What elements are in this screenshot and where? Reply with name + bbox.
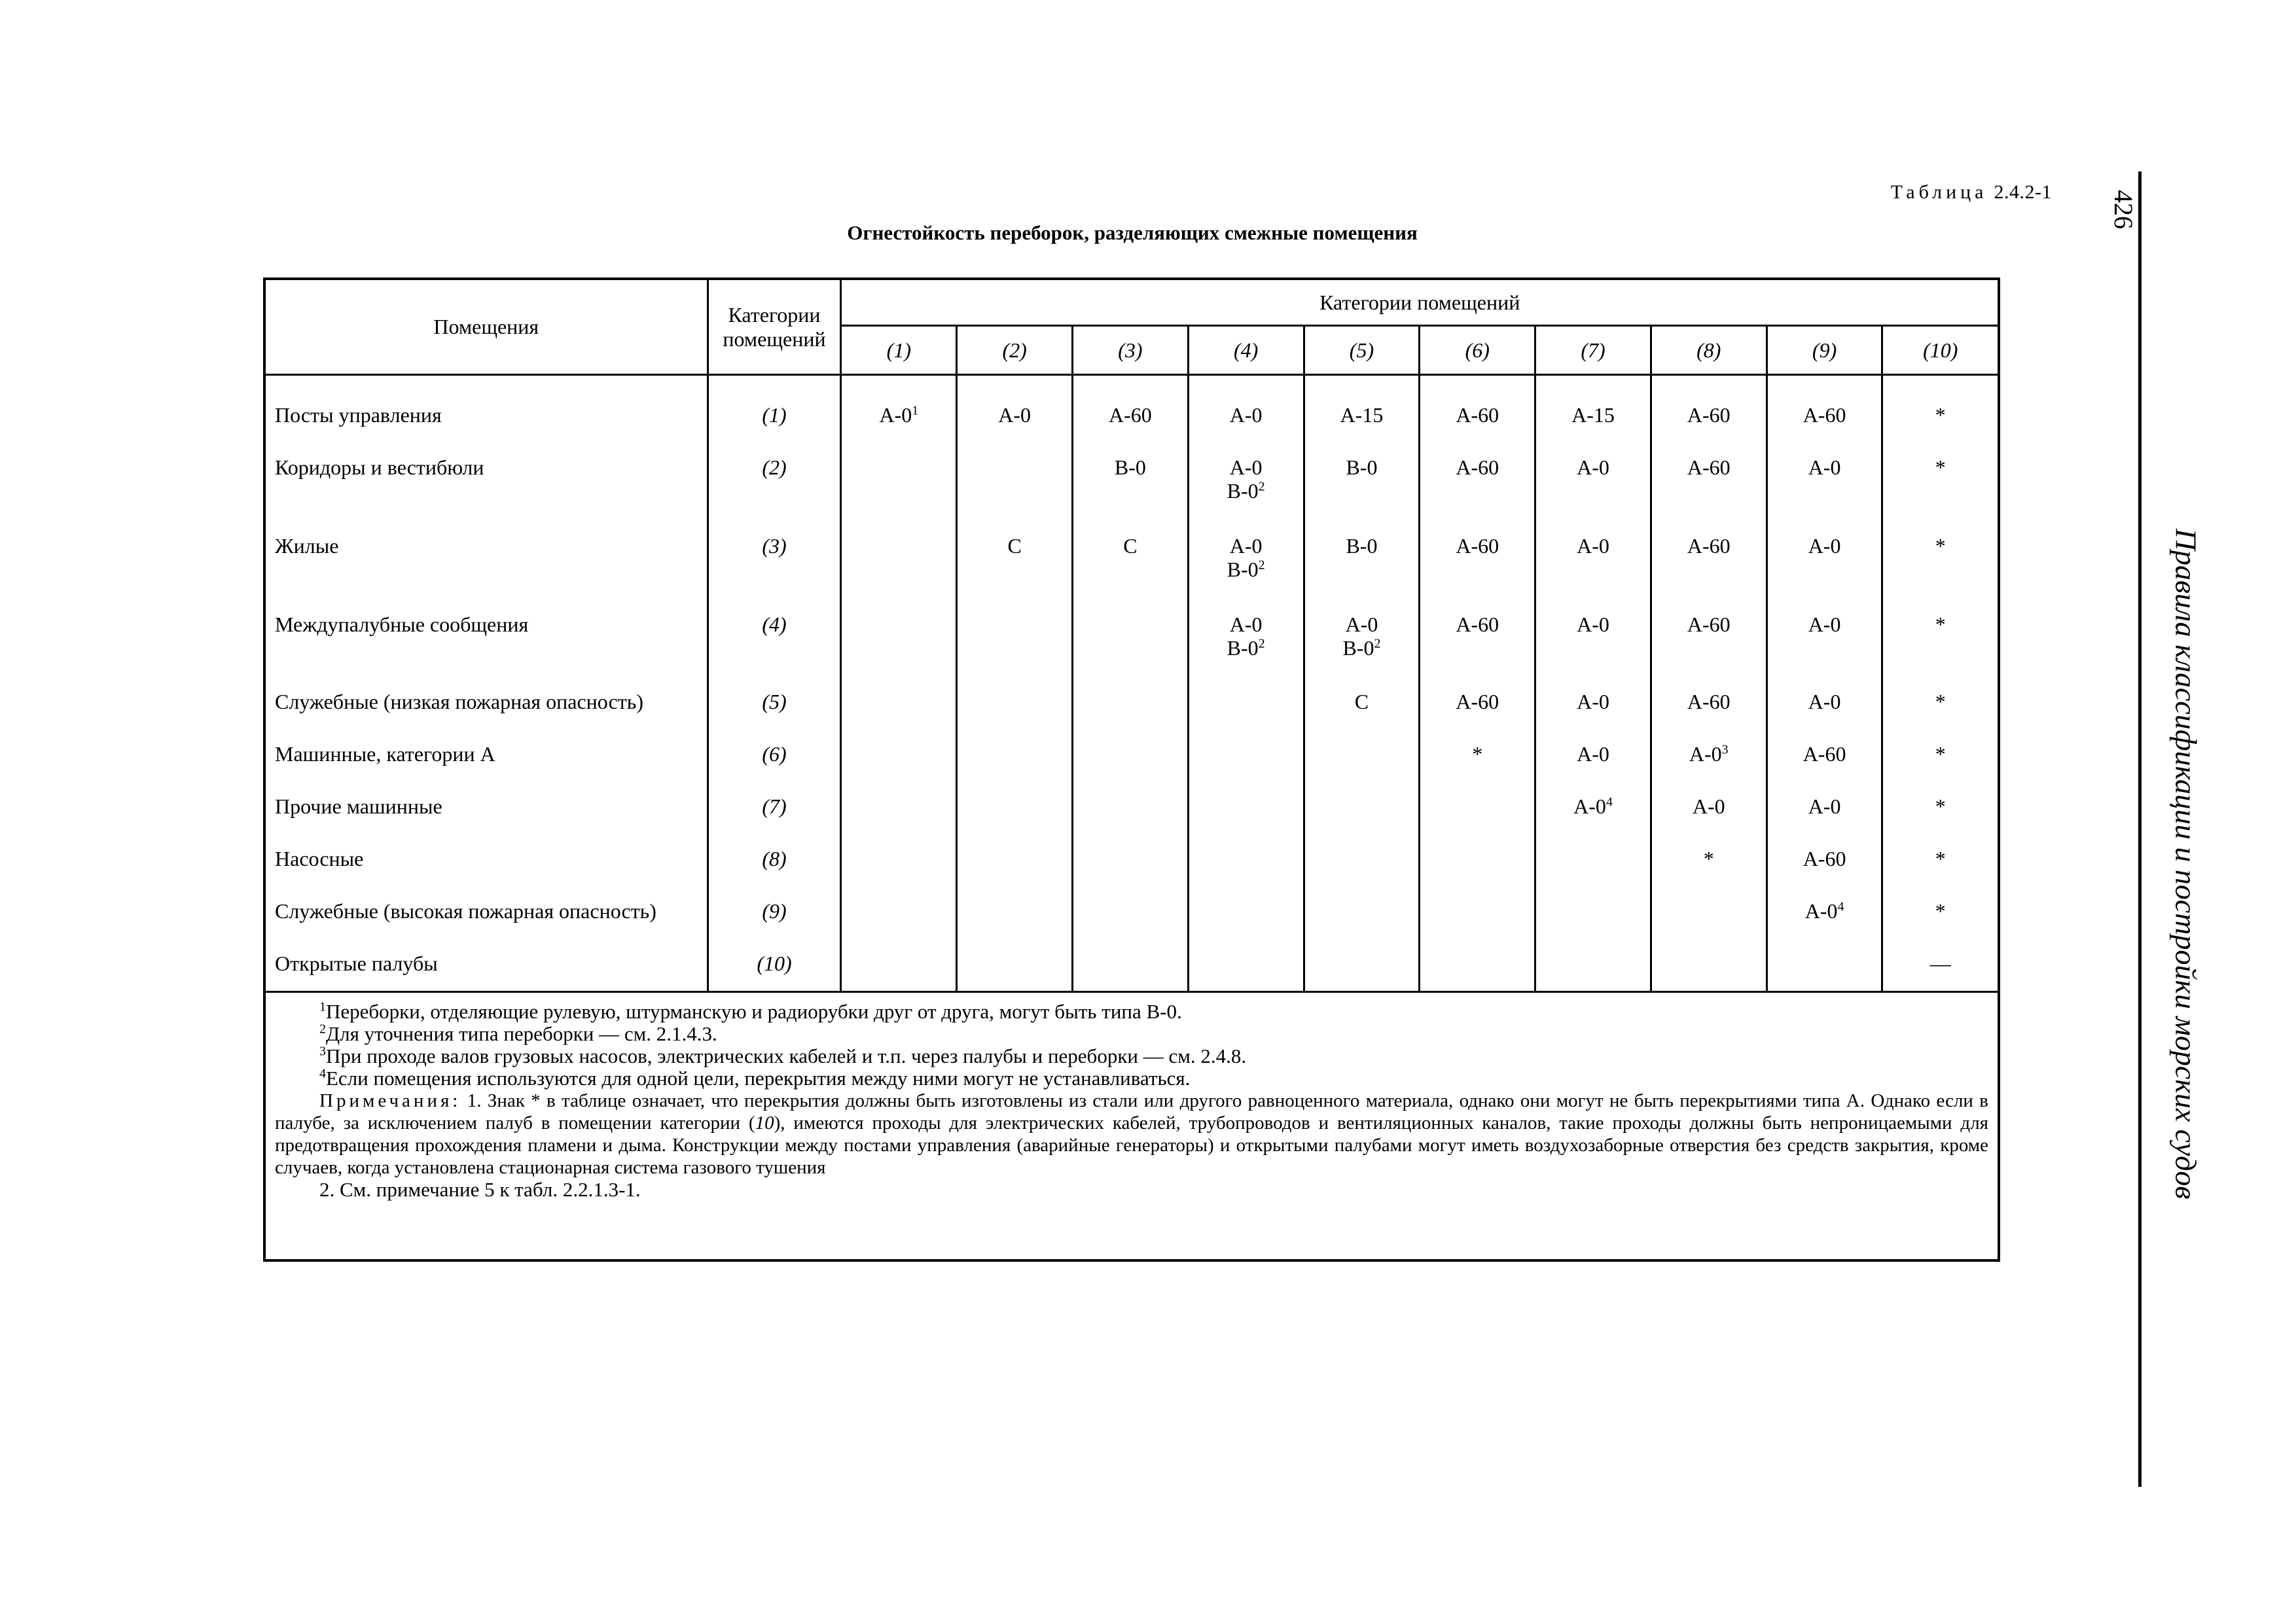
table-cell (1420, 794, 1535, 847)
table-cell: A-15 (1304, 403, 1420, 455)
side-rule (2138, 171, 2142, 1487)
table-cell (841, 899, 957, 952)
table-cell: A-60 (1420, 455, 1535, 534)
col-header-7: (7) (1535, 326, 1651, 375)
table-cell (957, 847, 1073, 899)
table-cell: * (1882, 690, 1998, 742)
table-cell: * (1882, 742, 1998, 794)
table-cell (1420, 952, 1535, 992)
table-cell: * (1882, 847, 1998, 899)
table-cell: A-60 (1651, 613, 1767, 690)
table-row (266, 952, 1998, 992)
row-category: (4) (708, 613, 841, 690)
table-cell: C (957, 534, 1073, 613)
col-header-8: (8) (1651, 326, 1767, 375)
table-cell (1651, 899, 1767, 952)
table-cell: $A-0^3$ (1651, 742, 1767, 794)
table-cell (1073, 847, 1189, 899)
header-categories-line1: Категории (728, 302, 821, 327)
running-title: Правила классификации и постройки морских судов (2169, 528, 2203, 1200)
table-cell: * (1420, 742, 1535, 794)
table-row (266, 613, 1998, 690)
table-cell: A-0 (1767, 455, 1882, 534)
table-cell: A-0 $B-0^2$ (1304, 613, 1420, 690)
table-cell: A-0 (1535, 613, 1651, 690)
table-label-number: 2.4.2-1 (1994, 181, 2052, 203)
footnote-4: $^4$Если помещения используются для одной цели, перекрытия между ними могут не устанавливаться. (319, 1066, 1191, 1090)
table-cell: A-0 (1767, 534, 1882, 613)
table-cell (1188, 899, 1304, 952)
table-footnotes (266, 993, 1998, 1214)
header-rooms: Помещения (266, 280, 708, 375)
table-cell (1073, 952, 1189, 992)
table-cell (1304, 794, 1420, 847)
table-row (266, 455, 1998, 534)
row-category: (7) (708, 794, 841, 847)
col-header-4: (4) (1188, 326, 1304, 375)
table-cell: A-0 $B-0^2$ (1188, 534, 1304, 613)
table-row (266, 403, 1998, 455)
table-cell (841, 742, 957, 794)
col-header-1: (1) (841, 326, 957, 375)
table-cell: $A-0^1$ (841, 403, 957, 455)
table-cell: * (1651, 847, 1767, 899)
row-name: Междупалубные сообщения (266, 613, 708, 690)
row-name: Посты управления (266, 403, 708, 455)
table-cell (841, 794, 957, 847)
table-cell (1767, 952, 1882, 992)
table-cell: A-0 (957, 403, 1073, 455)
table-cell: $A-0^4$ (1767, 899, 1882, 952)
col-header-3: (3) (1073, 326, 1189, 375)
table-cell (841, 534, 957, 613)
table-cell: A-0 $B-0^2$ (1188, 613, 1304, 690)
table-cell: B-0 (1304, 455, 1420, 534)
table-cell: A-0 (1767, 613, 1882, 690)
row-name: Служебные (высокая пожарная опасность) (266, 899, 708, 952)
table-cell (1535, 952, 1651, 992)
table-row (266, 742, 1998, 794)
table-row (266, 690, 1998, 742)
row-name: Насосные (266, 847, 708, 899)
remark-1: Примечания: 1. Знак * в таблице означает, что перекрытия должны быть изготовлены из стали или другого равноценного материала, однако они могут не быть перекрытиями типа А. Однако если в палубе, за исключением палуб в помещении категории (10), имеются проходы для электрических кабелей, трубопроводов и вентиляционных каналов, такие проходы должны быть непроницаемыми для предотвращения прохождения пламени и дыма. Конструкции между постами управления (аварийные генераторы) и открытыми палубами могут иметь воздухозаборные отверстия без средств закрытия, кроме случаев, когда установлена стационарная система газового тушения (275, 1090, 1988, 1178)
footnote-1: $^1$Переборки, отделяющие рулевую, штурманскую и радиорубки друг от друга, могут быть типа B-0. (319, 999, 1182, 1023)
table-cell: * (1882, 455, 1998, 534)
col-header-5: (5) (1304, 326, 1420, 375)
table-cell (1188, 847, 1304, 899)
table-cell (957, 613, 1073, 690)
table-cell: C (1304, 690, 1420, 742)
header-categories (708, 280, 841, 375)
table-cell: $A-0^4$ (1535, 794, 1651, 847)
table-cell (1188, 794, 1304, 847)
table-label-word: Таблица (1890, 181, 1988, 203)
table-cell: A-60 (1651, 534, 1767, 613)
table-cell: A-60 (1651, 690, 1767, 742)
table-cell (1073, 794, 1189, 847)
table-cell (1420, 847, 1535, 899)
table-cell (1188, 952, 1304, 992)
header-categories-line2: помещений (723, 327, 826, 351)
col-header-2: (2) (957, 326, 1073, 375)
table-label (1891, 181, 2052, 204)
table-cell (841, 455, 957, 534)
table-cell: A-0 (1535, 690, 1651, 742)
table-cell: A-60 (1651, 403, 1767, 455)
header-categories-span: Категории помещений (841, 280, 1998, 326)
table-cell (1304, 847, 1420, 899)
footnote-2: $^2$Для уточнения типа переборки — см. 2.1.4.3. (319, 1022, 717, 1045)
row-name: Служебные (низкая пожарная опасность) (266, 690, 708, 742)
row-name: Жилые (266, 534, 708, 613)
table-cell (957, 742, 1073, 794)
table-cell: * (1882, 403, 1998, 455)
table-cell (841, 613, 957, 690)
table-cell: * (1882, 534, 1998, 613)
table-cell (1188, 742, 1304, 794)
table-cell (1073, 690, 1189, 742)
table-cell: A-60 (1420, 534, 1535, 613)
table-cell (957, 455, 1073, 534)
table-cell (957, 794, 1073, 847)
table-cell (1304, 899, 1420, 952)
table-cell (957, 690, 1073, 742)
table-cell: — (1882, 952, 1998, 992)
table-cell (1535, 899, 1651, 952)
row-name: Прочие машинные (266, 794, 708, 847)
table-cell (957, 899, 1073, 952)
row-category: (9) (708, 899, 841, 952)
table-cell: A-0 (1188, 403, 1304, 455)
table-cell: A-15 (1535, 403, 1651, 455)
main-table (266, 280, 1998, 993)
table-cell: A-0 (1767, 794, 1882, 847)
table-cell (1304, 952, 1420, 992)
table-cell (841, 847, 957, 899)
page-number: 426 (2109, 190, 2138, 229)
table-cell: A-0 (1535, 455, 1651, 534)
row-category: (5) (708, 690, 841, 742)
table-cell: * (1882, 794, 1998, 847)
table-cell: A-60 (1073, 403, 1189, 455)
table-cell: C (1073, 534, 1189, 613)
table-cell: A-60 (1420, 613, 1535, 690)
table-row (266, 847, 1998, 899)
row-category: (3) (708, 534, 841, 613)
table-cell: A-60 (1420, 403, 1535, 455)
table-row (266, 534, 1998, 613)
footnote-3: $^3$При проходе валов грузовых насосов, электрических кабелей и т.п. через палубы и переборки — см. 2.4.8. (319, 1044, 1247, 1067)
table-cell (841, 952, 957, 992)
table-cell (1420, 899, 1535, 952)
col-header-6: (6) (1420, 326, 1535, 375)
table-cell: A-0 (1535, 534, 1651, 613)
table-title: Огнестойкость переборок, разделяющих смежные помещения (847, 221, 1418, 244)
row-name: Машинные, категории А (266, 742, 708, 794)
table-cell: A-0 (1535, 742, 1651, 794)
table-cell: A-60 (1767, 847, 1882, 899)
table-cell: A-0 (1767, 690, 1882, 742)
row-category: (10) (708, 952, 841, 992)
table-row (266, 899, 1998, 952)
table-cell (1073, 742, 1189, 794)
table-cell (1073, 613, 1189, 690)
row-category: (8) (708, 847, 841, 899)
remark-2: 2. См. примечание 5 к табл. 2.2.1.3-1. (319, 1178, 641, 1201)
table-row (266, 794, 1998, 847)
table-cell: B-0 (1304, 534, 1420, 613)
table-cell: * (1882, 899, 1998, 952)
table-cell: A-0 (1651, 794, 1767, 847)
table-cell: A-60 (1767, 742, 1882, 794)
table-cell (957, 952, 1073, 992)
col-header-10: (10) (1882, 326, 1998, 375)
table-cell: A-60 (1767, 403, 1882, 455)
row-category: (1) (708, 403, 841, 455)
col-header-9: (9) (1767, 326, 1882, 375)
table-cell: * (1882, 613, 1998, 690)
table-cell (1073, 899, 1189, 952)
table-cell: B-0 (1073, 455, 1189, 534)
row-category: (6) (708, 742, 841, 794)
table-cell: A-60 (1420, 690, 1535, 742)
table-cell (1651, 952, 1767, 992)
table-cell: A-60 (1651, 455, 1767, 534)
row-category: (2) (708, 455, 841, 534)
table-cell (841, 690, 957, 742)
row-name: Коридоры и вестибюли (266, 455, 708, 534)
row-name: Открытые палубы (266, 952, 708, 992)
table-cell: A-0 $B-0^2$ (1188, 455, 1304, 534)
fire-resistance-table (263, 277, 2000, 1262)
table-cell (1304, 742, 1420, 794)
table-cell (1188, 690, 1304, 742)
table-cell (1535, 847, 1651, 899)
